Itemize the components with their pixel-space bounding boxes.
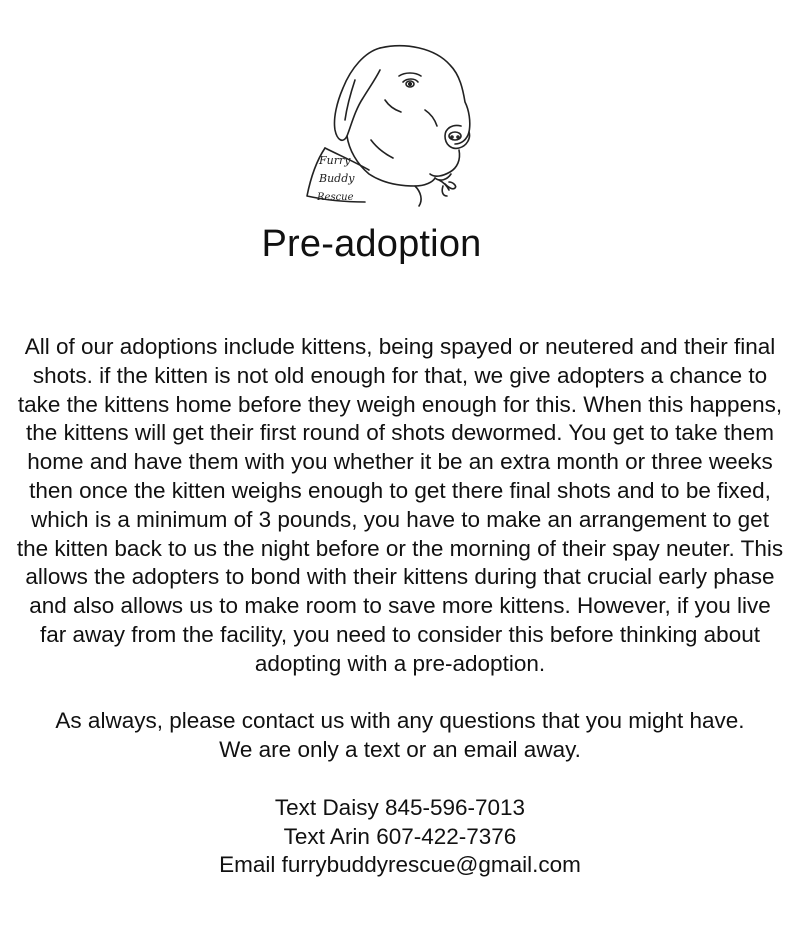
closing-line: As always, please contact us with any questions that you might have.: [55, 708, 745, 734]
contact-email[interactable]: Email furrybuddyrescue@gmail.com: [219, 852, 581, 878]
contact-daisy: Text Daisy 845-596-7013: [274, 794, 526, 820]
logo-text-line: Rescue: [317, 192, 354, 203]
closing-line: We are only a text or an email away.: [219, 737, 581, 763]
closing-text: [16, 707, 784, 765]
body-paragraph: All of our adoptions include kittens, being spayed or neutered and their final shots. if the kitten is not old enough for that, we give adopters a chance to take the kittens home before they weigh enough for this. When this happens, the kittens will get their first round of shots dewormed. You get to take them home and have them with you whether it be an extra month or three weeks then once the kitten weighs enough to get there final shots and to be fixed, which is a minimum of 3 pounds, you have to make an arrangement to get the kitten back to us the night before or the morning of their spay neuter. This allows the adopters to bond with their kittens during that crucial early phase and also allows us to make room to save more kittens. However, if you live far away from the facility, you need to consider this before thinking about adopting with a pre-adoption.: [16, 334, 784, 676]
contact-list: [16, 794, 784, 880]
logo-text-line: Furry: [319, 154, 351, 167]
main-content: [16, 333, 784, 880]
logo-text-line: Buddy: [319, 172, 355, 185]
furry-buddy-rescue-logo: [285, 40, 485, 215]
dog-head-sketch-icon: [285, 40, 485, 215]
page-title: Pre-adoption: [261, 223, 482, 265]
contact-arin: Text Arin 607-422-7376: [283, 823, 517, 849]
